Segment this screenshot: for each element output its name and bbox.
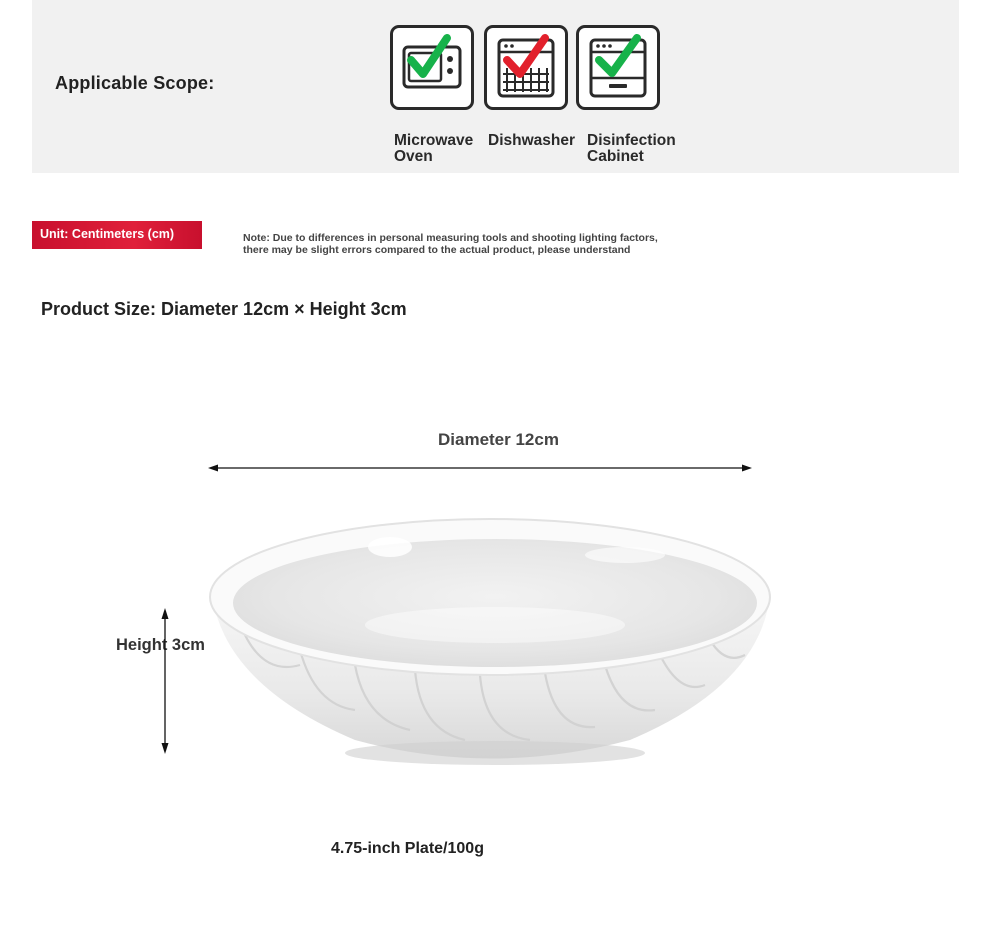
applicable-scope-title: Applicable Scope: (55, 73, 215, 93)
diameter-arrow-icon (205, 461, 755, 475)
diameter-label: Diameter 12cm (438, 430, 559, 449)
disinfection-cabinet-label: Disinfection Cabinet (587, 132, 676, 165)
microwave-check-icon (390, 25, 474, 110)
white-bowl-image (205, 515, 775, 770)
disinfection-cabinet-check-icon (576, 25, 660, 110)
height-label: Height 3cm (116, 636, 205, 654)
product-caption: 4.75-inch Plate/100g (331, 840, 484, 857)
microwave-label: Microwave Oven (394, 132, 474, 165)
height-arrow-icon (157, 606, 173, 756)
dishwasher-check-icon (484, 25, 568, 110)
dishwasher-label: Dishwasher (488, 132, 576, 149)
product-size-heading: Product Size: Diameter 12cm × Height 3cm (41, 299, 407, 319)
measurement-note: Note: Due to differences in personal measuring tools and shooting lighting factors, there may be slight errors compared to the actual product, please understand (243, 232, 658, 256)
unit-badge: Unit: Centimeters (cm) (32, 221, 202, 249)
